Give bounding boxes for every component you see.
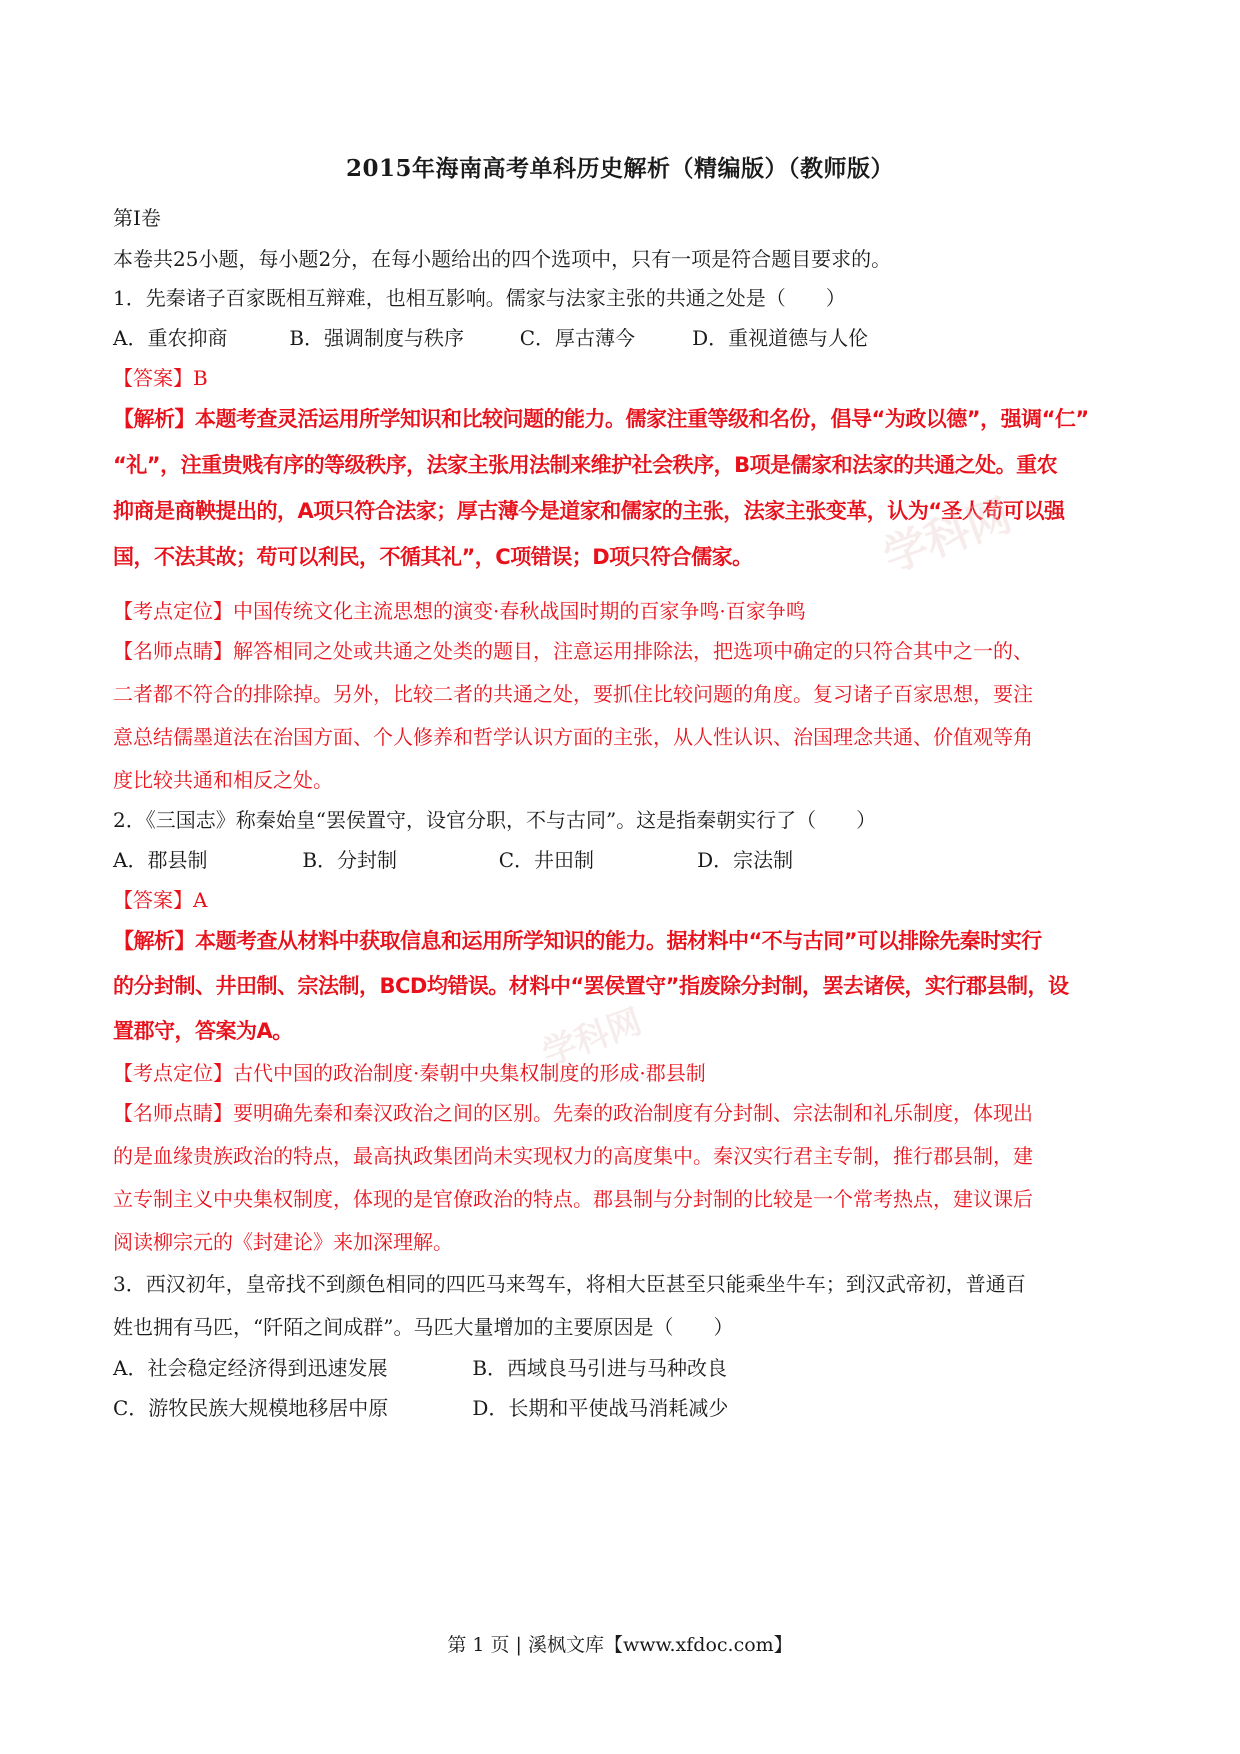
q1-analysis-line: 国，不法其故；苟可以利民，不循其礼”，C项错误；D项只符合儒家。	[113, 545, 753, 569]
page-title: 2015年海南高考单科历史解析（精编版）（教师版）	[345, 155, 894, 182]
section-label: 第Ⅰ卷	[113, 206, 161, 230]
q1-option-d: D．重视道德与人伦	[692, 326, 869, 350]
q2-analysis-line: 置郡守，答案为A。	[113, 1019, 293, 1043]
q1-answer: 【答案】B	[113, 366, 208, 390]
q1-option-c: C．厚古薄今	[519, 326, 636, 350]
q1-option-b: B．强调制度与秩序	[289, 326, 465, 350]
q2-dianjing-line: 阅读柳宗元的《封建论》来加深理解。	[113, 1230, 453, 1254]
q1-dianjing-line: 二者都不符合的排除掉。另外，比较二者的共通之处，要抓住比较问题的角度。复习诸子百家思想，要注	[113, 682, 1033, 706]
q2-analysis-line: 【解析】本题考查从材料中获取信息和运用所学知识的能力。据材料中“不与古同”可以排除先秦时实行	[113, 929, 1042, 953]
q3-options-row	[113, 1354, 1133, 1382]
q3-option-b: B．西域良马引进与马种改良	[472, 1356, 728, 1380]
q1-analysis-line: “礼”，注重贵贱有序的等级秩序，法家主张用法制来维护社会秩序，B项是儒家和法家的共通之处。重农	[113, 453, 1058, 477]
watermark: 学科网	[537, 1001, 647, 1075]
q2-option-a: A．郡县制	[113, 848, 208, 872]
q3-option-a: A．社会稳定经济得到迅速发展	[113, 1356, 388, 1380]
q3-options-row	[113, 1394, 1133, 1422]
q3-option-d: D．长期和平使战马消耗减少	[472, 1396, 729, 1420]
q2-option-c: C．井田制	[498, 848, 595, 872]
q3-option-c: C．游牧民族大规模地移居中原	[113, 1396, 389, 1420]
q1-options	[113, 324, 1133, 352]
q2-dianjing-line: 立专制主义中央集权制度，体现的是官僚政治的特点。郡县制与分封制的比较是一个常考热点，建议课后	[113, 1187, 1033, 1211]
q1-dianjing-line: 意总结儒墨道法在治国方面、个人修养和哲学认识方面的主张，从人性认识、治国理念共通、价值观等角	[113, 725, 1033, 749]
q1-analysis-line: 【解析】本题考查灵活运用所学知识和比较问题的能力。儒家注重等级和名份，倡导“为政以德”，强调“仁”	[113, 407, 1089, 431]
q3-stem-line: 姓也拥有马匹，“阡陌之间成群”。马匹大量增加的主要原因是（ ）	[113, 1315, 734, 1339]
q2-option-d: D．宗法制	[697, 848, 794, 872]
q2-kaodian: 【考点定位】古代中国的政治制度·秦朝中央集权制度的形成·郡县制	[113, 1061, 706, 1085]
q2-answer: 【答案】A	[113, 888, 208, 912]
q1-kaodian: 【考点定位】中国传统文化主流思想的演变·春秋战国时期的百家争鸣·百家争鸣	[113, 599, 806, 623]
q1-dianjing-line: 度比较共通和相反之处。	[113, 768, 333, 792]
q2-analysis-line: 的分封制、井田制、宗法制，BCD均错误。材料中“罢侯置守”指废除分封制，罢去诸侯，实行郡县制，设	[113, 974, 1069, 998]
q2-dianjing-line: 的是血缘贵族政治的特点，最高执政集团尚未实现权力的高度集中。秦汉实行君主专制，推行郡县制，建	[113, 1144, 1033, 1168]
q2-stem: 2．《三国志》称秦始皇“罢侯置守，设官分职，不与古同”。这是指秦朝实行了（ ）	[113, 808, 877, 832]
watermark: 学科网	[876, 489, 1019, 583]
q1-analysis-line: 抑商是商鞅提出的，A项只符合法家；厚古薄今是道家和儒家的主张，法家主张变革，认为“圣人苟可以强	[113, 499, 1065, 523]
intro-text: 本卷共25小题，每小题2分，在每小题给出的四个选项中，只有一项是符合题目要求的。	[113, 247, 892, 271]
q1-option-a: A．重农抑商	[113, 326, 228, 350]
q2-option-b: B．分封制	[302, 848, 398, 872]
q3-stem-line: 3．西汉初年，皇帝找不到颜色相同的四匹马来驾车，将相大臣甚至只能乘坐牛车；到汉武帝初，普通百	[113, 1272, 1026, 1296]
q1-dianjing-line: 【名师点睛】解答相同之处或共通之处类的题目，注意运用排除法，把选项中确定的只符合其中之一的、	[113, 639, 1033, 663]
q2-dianjing-line: 【名师点睛】要明确先秦和秦汉政治之间的区别。先秦的政治制度有分封制、宗法制和礼乐制度，体现出	[113, 1101, 1033, 1125]
q2-options	[113, 846, 1133, 874]
page-footer: 第 1 页 | 溪枫文库【www.xfdoc.com】	[447, 1634, 793, 1656]
q1-stem: 1．先秦诸子百家既相互辩难，也相互影响。儒家与法家主张的共通之处是（ ）	[113, 286, 846, 310]
